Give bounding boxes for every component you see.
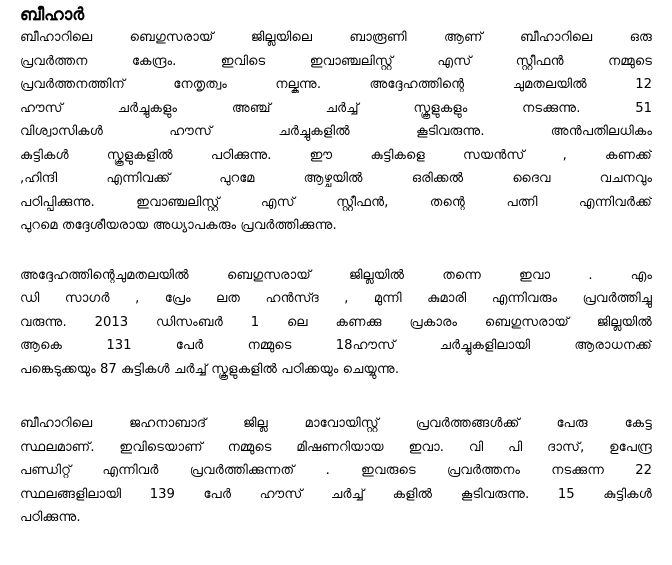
document-title: ബീഹാർ <box>20 5 85 25</box>
paragraph-line: പണ്ഡിറ്റ് എന്നിവർ പ്രവർത്തിക്കുന്നത് . ഇവരുടെ പ്രവർത്തനം നടക്കുന്ന 22 <box>20 463 652 478</box>
paragraph-jehanabad <box>20 412 652 530</box>
paragraph-line: ഹൗസ് ചർച്ചുകളും അഞ്ച് ചർച്ച് സ്കൂളുകളും നടക്കുന്നു. 51 <box>20 100 652 116</box>
paragraph-line: സ്ഥലങ്ങളിലായി 139 പേർ ഹൗസ് ചർച്ച് കളിൽ കൂടിവരുന്നു. 15 കുട്ടികൾ <box>20 486 652 502</box>
paragraph-line: പഠിപ്പിക്കുന്നു. ഇവാഞ്ചലിസ്റ്റ് എസ് സ്റ്റീഫൻ, തന്റെ പത്നി എന്നിവർക്ക് <box>20 194 652 210</box>
paragraph-begusarai <box>20 264 652 382</box>
paragraph-line: കുട്ടികൾ സ്കൂളുകളിൽ പഠിക്കുന്നു. ഈ കുട്ടികളെ സയൻസ് , കണക്ക് <box>20 147 652 163</box>
paragraph-line: ബീഹാറിലെ ജഹനാബാദ് ജില്ല മാവോയിസ്റ്റ് പ്രവർത്തങ്ങൾക്ക് പേരു കേട്ട <box>20 416 652 431</box>
paragraph-line: ആകെ 131 പേർ നമ്മുടെ 18ഹൗസ് ചർച്ചുകളിലായി ആരാധനക്ക് <box>20 338 652 353</box>
paragraph-line: ബീഹാറിലെ ബെഗുസരായ് ജില്ലയിലെ ബാരൂണി ആണ് ബീഹാറിലെ ഒരു <box>20 30 652 45</box>
paragraph-line: സ്ഥലമാണ്. ഇവിടെയാണ് നമ്മുടെ മിഷണറിയായ ഇവാ. വി പി ദാസ്, ഉപേന്ദ്ര <box>20 439 652 455</box>
paragraph-barauni <box>20 26 652 238</box>
paragraph-line: ,ഹിന്ദി എന്നിവക്ക് പുറമേ ആഴ്ചയിൽ ഒരിക്കൽ ദൈവ വചനവും <box>20 171 652 186</box>
paragraph-spacer <box>20 381 652 412</box>
paragraph-line: പുറമെ തദ്ദേശീയരായ അധ്യാപകരും പ്രവർത്തിക്കുന്നു. <box>20 218 337 233</box>
paragraph-line: പ്രവർത്തനത്തിന് നേതൃത്വം നല്കുന്നു. അദ്ദേഹത്തിന്റെ ചുമതലയിൽ 12 <box>20 77 652 92</box>
paragraph-line: പഠിക്കുന്നു. <box>20 510 81 525</box>
paragraph-line: പങ്കെടുക്കയും 87 കുട്ടികൾ ചർച്ച് സ്കൂളുകളിൽ പഠിക്കയും ചെയ്യുന്നു. <box>20 361 400 377</box>
paragraph-line: വിശ്വാസികൾ ഹൗസ് ചർച്ചുകളിൽ കൂടിവരുന്നു. അൻപതിലധികം <box>20 124 652 139</box>
paragraph-line: വരുന്നു. 2013 ഡിസംബർ 1 ലെ കണക്കു പ്രകാരം ബെഗുസരായ് ജില്ലയിൽ <box>20 314 652 330</box>
paragraph-line: അദ്ദേഹത്തിന്റെചുമതലയിൽ ബെഗുസരായ് ജില്ലയിൽ തന്നെ ഇവാ . എം <box>20 267 652 283</box>
paragraph-line: പ്രവർത്തന കേന്ദ്രം. ഇവിടെ ഇവാഞ്ചലിസ്റ്റ് എസ് സ്റ്റീഫൻ നമ്മുടെ <box>20 53 652 69</box>
paragraph-line: ഡി സാഗർ , പ്രേം ലത ഹൻസ്ദ , മുന്നി കുമാരി എന്നിവരും പ്രവർത്തിച്ചു <box>20 291 652 306</box>
paragraph-spacer <box>20 238 652 264</box>
